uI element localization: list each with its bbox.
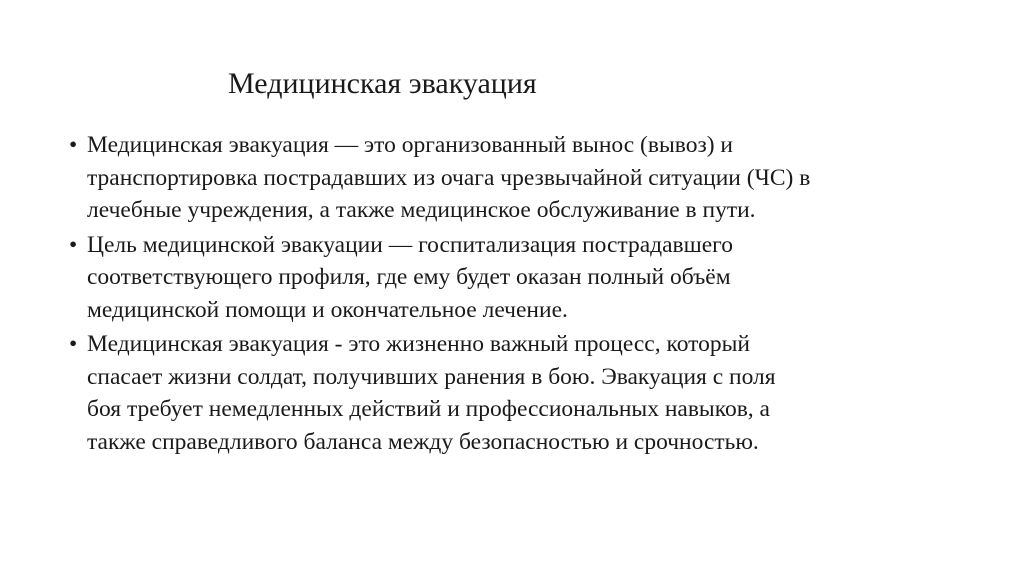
bullet-marker: • xyxy=(69,231,78,258)
bullet-marker: • xyxy=(69,331,78,357)
bullet-text-line: соответствующего профиля, где ему будет оказан полный объём xyxy=(87,264,731,290)
bullet-text-line: боя требует немедленных действий и профессиональных навыков, а xyxy=(87,396,770,422)
bullet-text-line: транспортировка пострадавших из очага чрезвычайной ситуации (ЧС) в xyxy=(87,164,811,191)
bullet-text-line: лечебные учреждения, а также медицинское обслуживание в пути. xyxy=(87,197,756,223)
bullet-text-line: также справедливого баланса между безопасностью и срочностью. xyxy=(87,428,759,455)
bullet-text-line: Медицинская эвакуация - это жизненно важный процесс, который xyxy=(87,331,750,357)
bullet-item xyxy=(69,229,949,327)
slide-title: Медицинская эвакуация xyxy=(228,67,537,100)
bullet-item xyxy=(69,328,949,458)
bullet-text-line: Медицинская эвакуация — это организованный вынос (вывоз) и xyxy=(87,132,733,158)
bullet-text-line: Цель медицинской эвакуации — госпитализация пострадавшего xyxy=(87,231,733,258)
bullet-item xyxy=(69,129,949,227)
bullet-list xyxy=(69,129,949,460)
bullet-text-line: медицинской помощи и окончательное лечение. xyxy=(87,296,568,323)
bullet-text-line: спасает жизни солдат, получивших ранения в бою. Эвакуация с поля xyxy=(87,363,776,390)
bullet-marker: • xyxy=(69,132,78,158)
